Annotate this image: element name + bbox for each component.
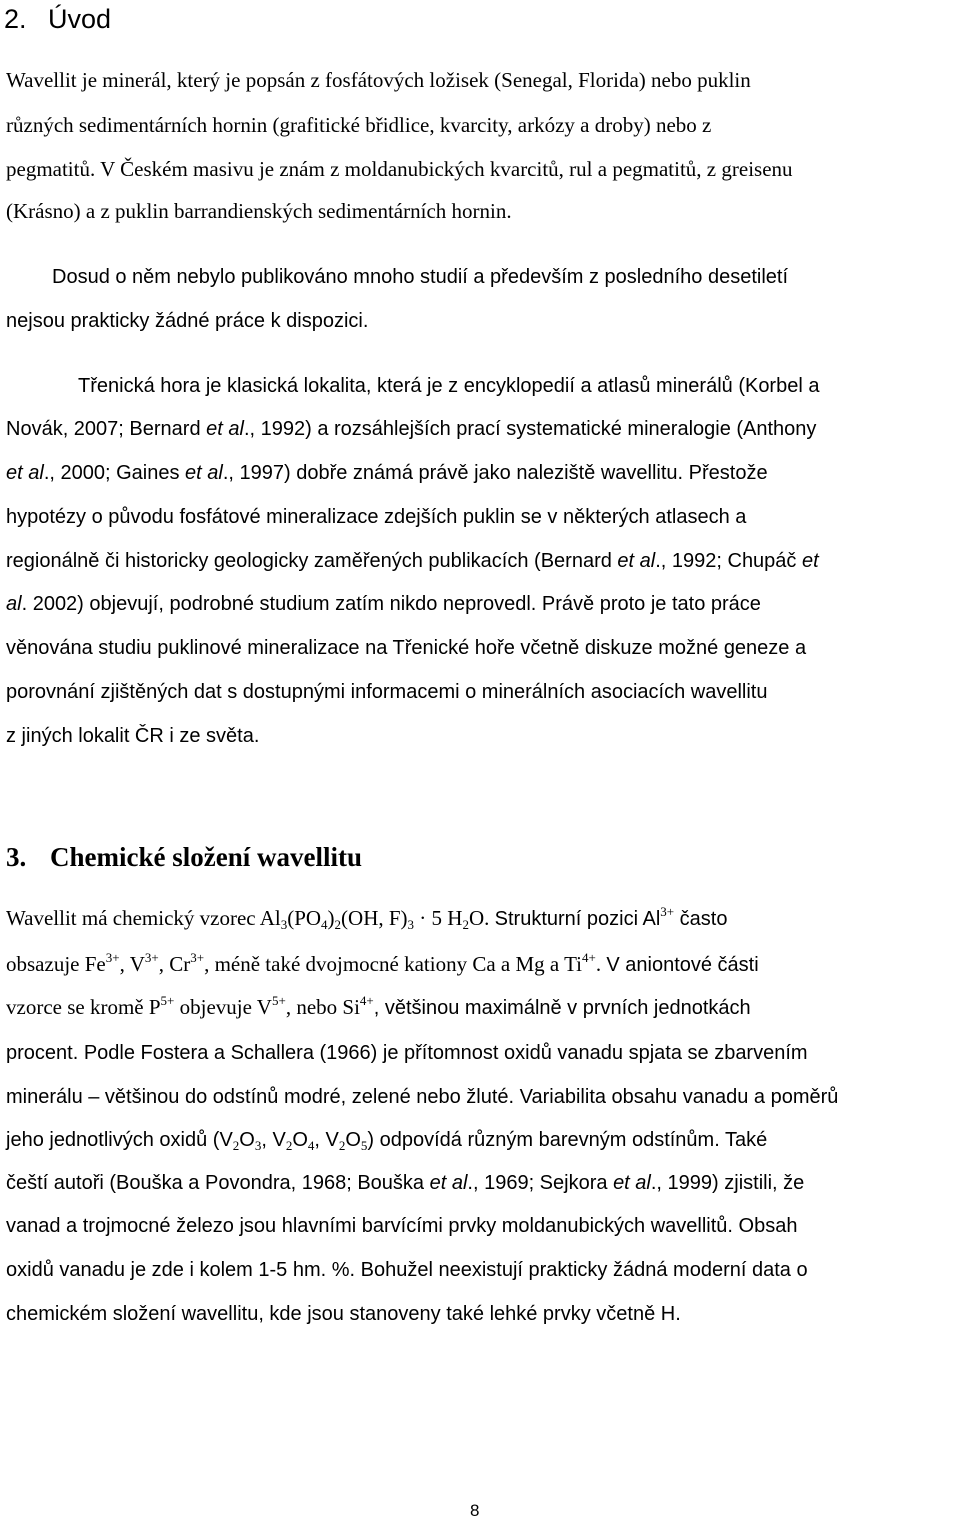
text-run: různých sedimentárních hornin (grafitické břidlice, kvarcity, arkózy a droby) nebo z [6,113,712,137]
text-run: chemickém složení wavellitu, kde jsou stanoveny také lehké prvky včetně H. [6,1303,681,1325]
text-run: porovnání zjištěných dat s dostupnými informacemi o minerálních asociacích wavellitu [6,681,768,703]
paragraph-line [6,1256,808,1284]
text-run: Strukturní pozici Al [494,908,661,930]
superscript: 4+ [359,993,374,1008]
paragraph-line [78,372,819,400]
paragraph-line [6,1082,838,1111]
text-run: čeští autoři (Bouška a Povondra, 1968; Bouška [6,1172,430,1194]
text-run: Wavellit je minerál, který je popsán z fosfátových ložisek (Senegal, Florida) nebo puklin [6,68,751,92]
text-run: jeho jednotlivých oxidů (V [6,1129,233,1151]
subscript: 5 [360,1138,368,1153]
text-run: pegmatitů. V Českém masivu je znám z moldanubických kvarcitů, rul a pegmatitů, z greisenu [6,157,793,181]
page-number: 8 [470,1501,480,1520]
text-run: , většinou maximálně v prvních jednotkách [373,997,751,1019]
subscript: 2 [285,1138,293,1153]
paragraph-line [6,722,259,750]
paragraph-line [6,1038,808,1067]
paragraph-line [6,634,806,662]
italic-run: et [802,550,819,572]
italic-run: al [6,593,22,615]
paragraph-line [52,263,788,291]
text-run: , nebo Si [285,995,360,1019]
text-run: . [595,952,607,976]
text-run: nejsou prakticky žádné práce k dispozici. [6,310,369,332]
paragraph-line [6,547,819,575]
text-run: často [674,908,728,930]
italic-run: et al [617,550,656,572]
paragraph-line [6,1125,767,1154]
superscript: 3+ [144,950,159,965]
text-run: Bohužel neexistují prakticky žádná moderní data o [360,1259,808,1281]
superscript: 5+ [271,993,286,1008]
superscript: 3+ [105,950,120,965]
text-run: ., 1992) a rozsáhlejších prací systematické mineralogie (Anthony [243,418,817,440]
paragraph-line [6,950,759,979]
text-run: vzorce se kromě P [6,995,161,1019]
text-run: Dosud o něm nebylo publikováno mnoho studií a především z posledního desetiletí [52,266,789,288]
paragraph-line [6,66,751,94]
text-run: objevuje V [174,995,272,1019]
text-run: O [292,1129,308,1151]
paragraph-line [6,904,727,933]
text-run: ) [327,906,335,930]
paragraph-line [6,590,761,618]
text-run: oxidů vanadu je zde i kolem 1-5 hm. %. [6,1259,361,1281]
text-run: , méně také dvojmocné kationy Ca a Mg a Ti [204,952,583,976]
italic-run: et al [6,462,44,484]
paragraph-line [6,111,711,139]
text-run: O [345,1129,361,1151]
text-run: V aniontové části [606,954,759,976]
paragraph-line [6,459,768,487]
italic-run: et al [613,1172,651,1194]
text-run: obsazuje Fe [6,952,106,976]
section-3-heading [6,840,362,874]
paragraph-line [6,993,751,1022]
text-run: ., 1999) zjistili, že [650,1172,805,1194]
paragraph-line [6,415,816,443]
subscript: 3 [407,917,415,932]
text-run: procent. [6,1042,84,1064]
text-run: minerálu – většinou do odstínů modré, zelené nebo žluté. [6,1086,520,1108]
italic-run: et al [185,462,223,484]
section-2-title: Úvod [48,4,112,34]
text-run: (Krásno) a z puklin barrandienských sedimentárních hornin. [6,199,512,223]
subscript: 2 [232,1138,240,1153]
text-run: Právě proto je tato práce [541,593,761,615]
text-run: vanad a trojmocné železo jsou hlavními barvícími prvky moldanubických wavellitů. Obsah [6,1215,798,1237]
subscript: 2 [462,917,469,932]
text-run: ., 1969; Sejkora [467,1172,614,1194]
section-3-title: Chemické složení wavellitu [50,842,362,872]
text-run: , V [314,1129,339,1151]
subscript: 2 [338,1138,346,1153]
text-run: · 5 H [414,906,463,930]
subscript: 3 [254,1138,262,1153]
text-run: regionálně či historicky geologicky zaměřených publikacích (Bernard [6,550,618,572]
subscript: 4 [321,917,328,932]
text-run: . 2002) objevují, podrobné studium zatím nikdo neprovedl. [21,593,542,615]
paragraph-line [6,503,746,531]
text-run: , V [119,952,145,976]
text-run: O [239,1129,255,1151]
text-run: Novák, 2007; Bernard [6,418,207,440]
superscript: 4+ [582,950,596,965]
section-2-number: 2. [4,4,27,34]
text-run: z jiných lokalit ČR i ze světa. [6,725,260,747]
text-run: ., 1992; Chupáč [655,550,802,572]
text-run: (OH, F) [341,906,408,930]
text-run: Variabilita obsahu vanadu a poměrů [519,1086,839,1108]
text-run: , V [261,1129,286,1151]
text-run: Třenická hora je klasická lokalita, která je z encyklopedií a atlasů minerálů (Korbel a [78,375,820,397]
text-run: ., 2000; Gaines [43,462,186,484]
text-run: věnována studiu puklinové mineralizace na Třenické hoře včetně diskuze možné geneze a [6,637,807,659]
text-run: Wavellit má chemický vzorec Al [6,906,281,930]
subscript: 2 [334,917,342,932]
italic-run: et al [429,1172,468,1194]
text-run: ) odpovídá různým barevným odstínům. [367,1129,725,1151]
subscript: 3 [280,917,288,932]
text-run: hypotézy o původu fosfátové mineralizace zdejších puklin se v některých atlasech a [6,506,747,528]
paragraph-line [6,1300,681,1328]
paragraph-line [6,1169,804,1197]
superscript: 3+ [660,904,675,919]
text-run: (PO [287,906,322,930]
text-run: , Cr [158,952,191,976]
paragraph-line [6,197,512,225]
paragraph-line [6,155,793,183]
subscript: 4 [307,1138,315,1153]
superscript: 5+ [160,993,175,1008]
text-run: Přestože [688,462,768,484]
paragraph-line [6,1212,797,1240]
section-3-number: 3. [6,842,27,872]
paragraph-line [6,307,368,335]
text-run: ., 1997) dobře známá právě jako naleziště wavellitu. [222,462,689,484]
paragraph-line [6,678,767,706]
text-run: Také [724,1129,768,1151]
text-run: O. [468,906,495,930]
text-run: Podle Fostera a Schallera (1966) je přítomnost oxidů vanadu spjata se zbarvením [83,1042,808,1064]
section-2-heading [4,2,111,36]
italic-run: et al [206,418,244,440]
superscript: 3+ [190,950,205,965]
